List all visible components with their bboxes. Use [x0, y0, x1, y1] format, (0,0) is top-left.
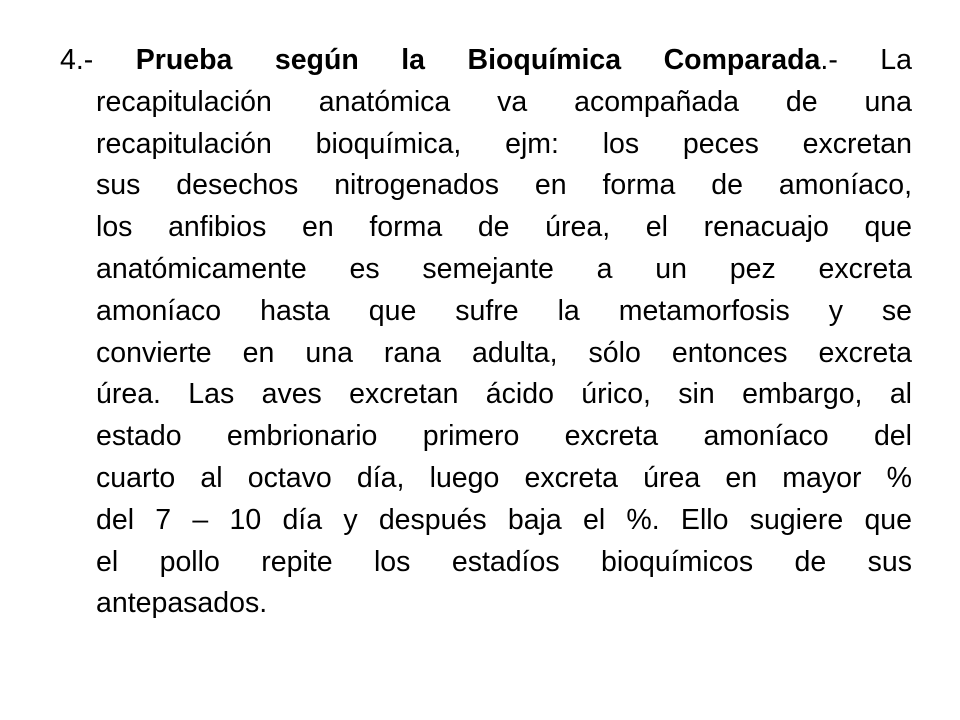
- item-number: 4.-: [60, 44, 136, 76]
- paragraph-line: estado embrionario primero excreta amoníaco del: [96, 420, 912, 453]
- paragraph-line: convierte en una rana adulta, sólo entonces excreta: [96, 336, 912, 369]
- paragraph: [60, 40, 912, 625]
- paragraph-line: los anfibios en forma de úrea, el renacuajo que: [96, 211, 912, 244]
- paragraph-line: del 7 – 10 día y después baja el %. Ello sugiere que: [96, 503, 912, 536]
- heading-suffix: .- La: [820, 44, 912, 76]
- paragraph-last-line: antepasados.: [96, 587, 268, 620]
- paragraph-line: el pollo repite los estadíos bioquímicos de sus: [96, 545, 912, 578]
- paragraph-line: recapitulación bioquímica, ejm: los peces excretan: [96, 127, 912, 160]
- paragraph-line: sus desechos nitrogenados en forma de amoníaco,: [96, 169, 912, 202]
- paragraph-line: úrea. Las aves excretan ácido úrico, sin embargo, al: [96, 378, 912, 411]
- paragraph-first-line: [60, 40, 912, 82]
- paragraph-line: anatómicamente es semejante a un pez excreta: [96, 252, 912, 285]
- paragraph-line: cuarto al octavo día, luego excreta úrea en mayor %: [96, 461, 912, 494]
- paragraph-line: recapitulación anatómica va acompañada de una: [96, 85, 912, 118]
- heading: Prueba según la Bioquímica Comparada: [135, 44, 821, 76]
- paragraph-line: amoníaco hasta que sufre la metamorfosis y se: [96, 294, 912, 327]
